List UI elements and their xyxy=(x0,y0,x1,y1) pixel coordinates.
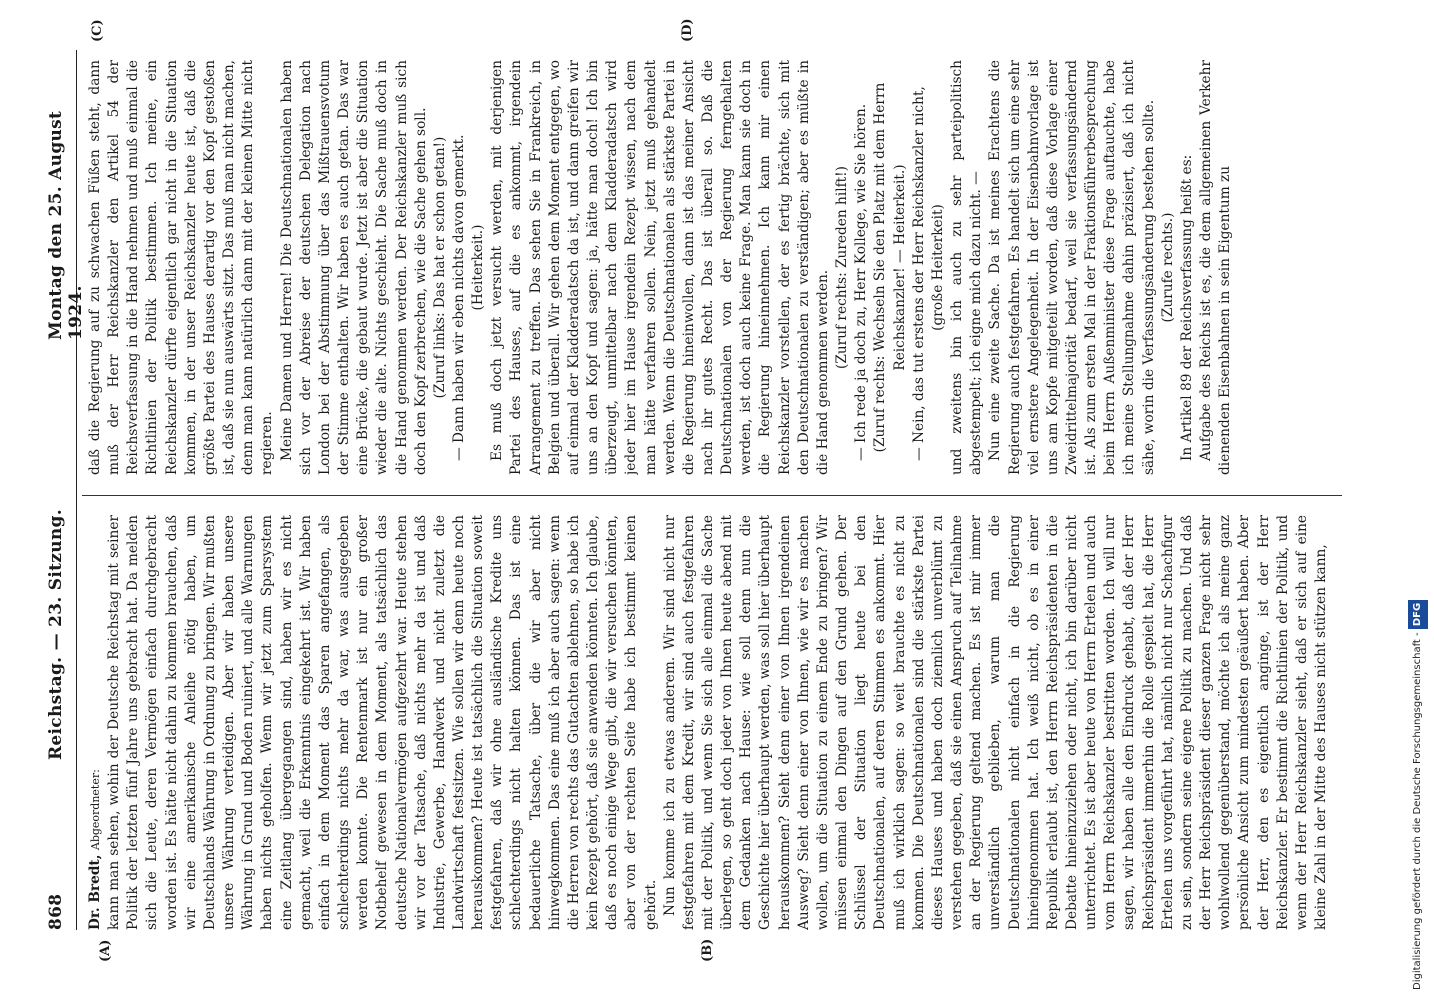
session-title: Reichstag. — 23. Sitzung. xyxy=(46,509,66,760)
laughter-note: (große Heiterkeit) xyxy=(929,204,946,331)
speaker-role: Abgeordneter: xyxy=(89,769,102,851)
paragraph: und zweitens bin ich auch zu sehr parteipolitisch abgestempelt; ich eigne mich dazu nicht. — xyxy=(949,60,985,475)
margin-marker-a: (A) xyxy=(98,939,113,962)
left-column xyxy=(86,515,1336,930)
laughter-note: (Heiterkeit.) xyxy=(470,224,487,311)
session-date: Montag den 25. August 1924. xyxy=(46,110,86,340)
paragraph: Nun eine zweite Sache. Da ist meines Erachtens die Regierung auch festgefahren. Es handelt sich um eine sehr viel ernstere Angelegenheit. In der Eisenbahnvorlage ist uns am Kopfe mitgeteilt worden, daß diese Vorlage einer Zweidrittelmajorität bedarf, weil sie verfassungsändernd ist. Als zum ersten Mal in der Fraktionsführerbesprechung beim Herrn Außenminister diese Frage auftauchte, habe ich meine Stellungnahme dahin präzisiert, daß ich nicht sähe, worin die Verfassungsänderung bestehen sollte. xyxy=(987,60,1157,475)
page-header xyxy=(40,50,86,930)
paragraph: Aufgabe des Reichs ist es, die dem allgemeinen Verkehr dienenden Eisenbahnen in sein Eigentum zu xyxy=(1198,60,1234,475)
document-page xyxy=(40,18,1350,962)
margin-marker-d: (D) xyxy=(680,18,695,42)
paragraph: daß die Regierung auf zu schwachen Füßen steht, dann muß der Herr Reichskanzler den Artikel 54 der Reichsverfassung in die Hand nehmen und muß einmal die Richtlinien der Politik bestimmen. Ich meine, ein Reichskanzler dürfte eigentlich gar nicht in die Situation kommen, in der unser Reichskanzler heute ist, daß die größte Partei des Hauses derartig vor den Kopf gestoßen ist, daß sie nun auswärts sitzt. Das muß man nicht machen, denn man kann natürlich dann mit der kleinen Mitte nicht regieren. xyxy=(87,60,276,475)
interjection: (Zuruf rechts: Wechseln Sie den Platz mit dem Herrn Reichskanzler! — Heiterkeit.) xyxy=(872,82,908,453)
credit-text: Digitalisierung gefördert durch die Deutsche Forschungsgemeinschaft - xyxy=(1412,632,1423,990)
speaker-line xyxy=(86,515,105,930)
column-divider xyxy=(82,495,1342,496)
paragraph: Nun komme ich zu etwas anderem. Wir sind nicht nur festgefahren mit dem Kredit, wir sind auch festgefahren mit der Politik, und wenn Sie sich alle einmal die Sache überlegen, so geht doch jeder von Ihnen heute abend mit dem Gedanken nach Hause: wie soll denn nun die Geschichte hier überhaupt werden, was soll hier überhaupt herauskommen? Sieht denn einer von Ihnen irgendeinen Ausweg? Sieht denn einer von Ihnen, wie wir es machen wollen, um die Situation zu einem Ende zu bringen? Wir müssen einmal den Dingen auf den Grund gehen. Der Schlüssel der Situation liegt heute bei den Deutschnationalen, auf deren Stimmen es ankommt. Hier muß ich wirklich sagen: so weit brauchte es nicht zu kommen. Die Deutschnationalen sind die stärkste Partei dieses Hauses und haben doch ziemlich unverblümt zu verstehen gegeben, daß sie einen Anspruch auf Teilnahme an der Regierung geltend machen. Es ist mir immer unverständlich geblieben, warum man die Deutschnationalen nicht einfach in die Regierung hineingenommen hat. Ich weiß nicht, ob es in einer Republik erlaubt ist, den Herrn Reichspräsidenten in die Debatte hineinzuziehen oder nicht, ich bin darüber nicht unterrichtet. Es ist aber heute von Herrn Ertelen und auch vom Herrn Reichskanzler bestritten worden. Ich will nur sagen, wir haben alle den Eindruck gehabt, daß der Herr Reichspräsident immerhin die Rolle gespielt hat, die Herr Ertelen uns vorgeführt hat, nämlich nicht nur Schachfigur zu sein, sondern seine eigene Politik zu machen. Und daß der Herr Reichspräsident dieser ganzen Frage nicht sehr wohlwollend gegenüberstand, möchte ich als meine ganz persönliche Ansicht zum mindesten geäußert haben. Aber der Herr, den es eigentlich anginge, ist der Herr Reichskanzler. Er bestimmt die Richtlinien der Politik, und wenn der Herr Reichskanzler sieht, daß er sich auf eine kleine Zahl in der Mitte des Hauses nicht stützen kann, xyxy=(661,515,1329,930)
speaker-name: Dr. Bredt, xyxy=(87,854,103,930)
reply: — Nein, das tut erstens der Herr Reichskanzler nicht, xyxy=(910,86,927,461)
paragraph: In Artikel 89 der Reichsverfassung heißt es: xyxy=(1178,154,1195,461)
interjection: (Zurufe rechts.) xyxy=(1159,212,1176,323)
paragraph: Meine Damen und Herren! Die Deutschnationalen haben sich vor der Abreise der deutschen Delegation nach London bei der Abstimmung über das Mißtrauensvotum der Stimme enthalten. Wir haben es auch getan. Das war eine Brücke, die gebaut wurde. Jetzt ist aber die Situation wieder die alte. Nichts geschieht. Die Sache muß doch in die Hand genommen werden. Der Reichskanzler muß sich doch den Kopf zerbrechen, wie die Sache gehen soll. xyxy=(278,60,429,475)
paragraph: Es muß doch jetzt versucht werden, mit derjenigen Partei des Hauses, auf die es ankommt, irgendein Arrangement zu treffen. Das sehen Sie in Frankreich, in Belgien und überall. Wir gehen dem Moment entgegen, wo auf einmal der Kladderadatsch da ist, und dann greifen wir uns an den Kopf und sagen: ja, hätte man doch! Ich bin überzeugt, unmittelbar nach dem Kladderadatsch wird jeder hier im Hause irgendein Rezept wissen, nach dem man hätte verfahren sollen. Nein, jetzt muß gehandelt werden. Wenn die Deutschnationalen als stärkste Partei in die Regierung hineinwollen, dann ist das meiner Ansicht nach ihr gutes Recht. Das ist überall so. Daß die Deutschnationalen von der Regierung ferngehalten werden, ist doch auch keine Frage. Man kann sie doch in die Regierung hineinnehmen. Ich kann mir einen Reichskanzler vorstellen, der es fertig brächte, sich mit den Deutschnationalen zu verständigen; aber es müßte in die Hand genommen werden. xyxy=(489,60,831,475)
reply: — Ich rede ja doch zu, Herr Kollege, wie Sie hören. xyxy=(853,103,870,461)
interjection: (Zuruf rechts: Zureden hilft!) xyxy=(834,165,851,370)
margin-marker-c: (C) xyxy=(90,19,105,42)
page-number: 868 xyxy=(46,893,66,930)
interjection: (Zuruf links: Das hat er schon getan!) xyxy=(431,136,448,399)
digitization-credit xyxy=(1408,10,1428,990)
margin-marker-b: (B) xyxy=(700,938,715,962)
reply: — Dann haben wir eben nichts davon gemerkt. xyxy=(450,134,467,461)
right-column xyxy=(86,60,1336,475)
paragraph: kann man sehen, wohin der Deutsche Reichstag mit seiner Politik der letzten fünf Jahre uns gebracht hat. Da melden sich die Leute, deren Vermögen einfach durchgebracht worden ist. Es hätte nicht dahin zu kommen brauchen, daß wir eine amerikanische Anleihe nötig haben, um Deutschlands Währung in Ordnung zu bringen. Wir mußten unsere Währung verteidigen. Aber wir haben unsere Währung in Grund und Boden ruiniert, und alle Warnungen haben nichts geholfen. Wenn wir jetzt zum Sparsystem eine Zeitlang übergegangen sind, haben wir es nicht gemacht, weil die Erkenntnis eingekehrt ist. Wir haben einfach in dem Moment das Sparen angefangen, als schlechterdings nichts mehr da war, was ausgegeben werden konnte. Die Rentenmark ist nur ein großer Notbehelf gewesen in dem Moment, als tatsächlich das deutsche Nationalvermögen aufgezehrt war. Heute stehen wir vor der Tatsache, daß nichts mehr da ist und daß Industrie, Gewerbe, Handwerk und nicht zuletzt die Landwirtschaft festsitzen. Wie sollen wir denn heute noch herauskommen? Heute ist tatsächlich die Situation soweit festgefahren, daß wir ohne ausländische Kredite uns schlechterdings nicht halten können. Das ist eine bedauerliche Tatsache, über die wir aber nicht hinwegkommen. Das eine muß ich aber auch sagen: wenn die Herren von rechts das Gutachten ablehnen, so habe ich kein Rezept gehört, daß sie anwenden könnten. Ich glaube, daß es noch einige Wege gibt, die wir versuchen könnten, aber von der rechten Seite habe ich bestimmt keinen gehört. xyxy=(106,515,659,930)
dfg-logo: DFG xyxy=(1408,600,1428,629)
